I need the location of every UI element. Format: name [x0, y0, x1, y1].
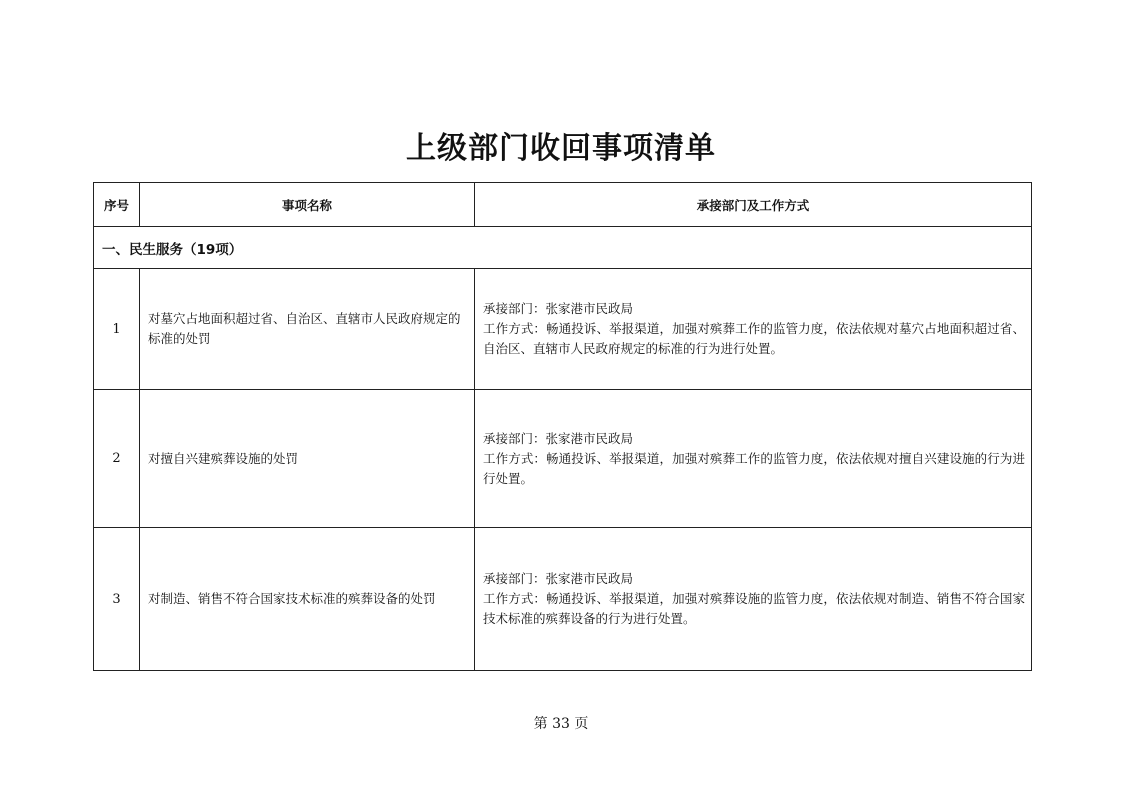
table-row	[94, 269, 1032, 390]
row-name: 对制造、销售不符合国家技术标准的殡葬设备的处罚	[140, 528, 475, 671]
row-department: 承接部门：张家港市民政局	[483, 571, 634, 586]
header-number: 序号	[94, 183, 140, 227]
table-row	[94, 528, 1032, 671]
row-department: 承接部门：张家港市民政局	[483, 430, 634, 446]
header-method: 承接部门及工作方式	[475, 183, 1032, 227]
section-row	[94, 227, 1032, 269]
row-number: 1	[94, 269, 140, 390]
row-work-method: 工作方式：畅通投诉、举报渠道，加强对殡葬工作的监管力度，依法依规对墓穴占地面积超过省、自治区、直辖市人民政府规定的标准的行为进行处置。	[483, 321, 1025, 356]
row-number: 3	[94, 528, 140, 671]
row-work-method: 工作方式：畅通投诉、举报渠道，加强对殡葬工作的监管力度，依法依规对擅自兴建设施的行为进行处置。	[483, 450, 1025, 486]
row-method	[475, 390, 1032, 528]
table-header-row	[94, 183, 1032, 227]
page-title: 上级部门收回事项清单	[406, 131, 716, 166]
items-table	[93, 182, 1032, 671]
row-name: 对墓穴占地面积超过省、自治区、直辖市人民政府规定的标准的处罚	[140, 269, 475, 390]
row-name: 对擅自兴建殡葬设施的处罚	[140, 390, 475, 528]
row-method	[475, 269, 1032, 390]
page-number: 第 33 页	[533, 716, 589, 732]
row-method	[475, 528, 1032, 671]
header-name: 事项名称	[140, 183, 475, 227]
row-work-method: 工作方式：畅通投诉、举报渠道，加强对殡葬设施的监管力度，依法依规对制造、销售不符合国家技术标准的殡葬设备的行为进行处置。	[483, 591, 1025, 626]
table-row	[94, 390, 1032, 528]
section-title: 一、民生服务（19项）	[94, 227, 1032, 269]
row-number: 2	[94, 390, 140, 528]
row-department: 承接部门：张家港市民政局	[483, 301, 634, 316]
